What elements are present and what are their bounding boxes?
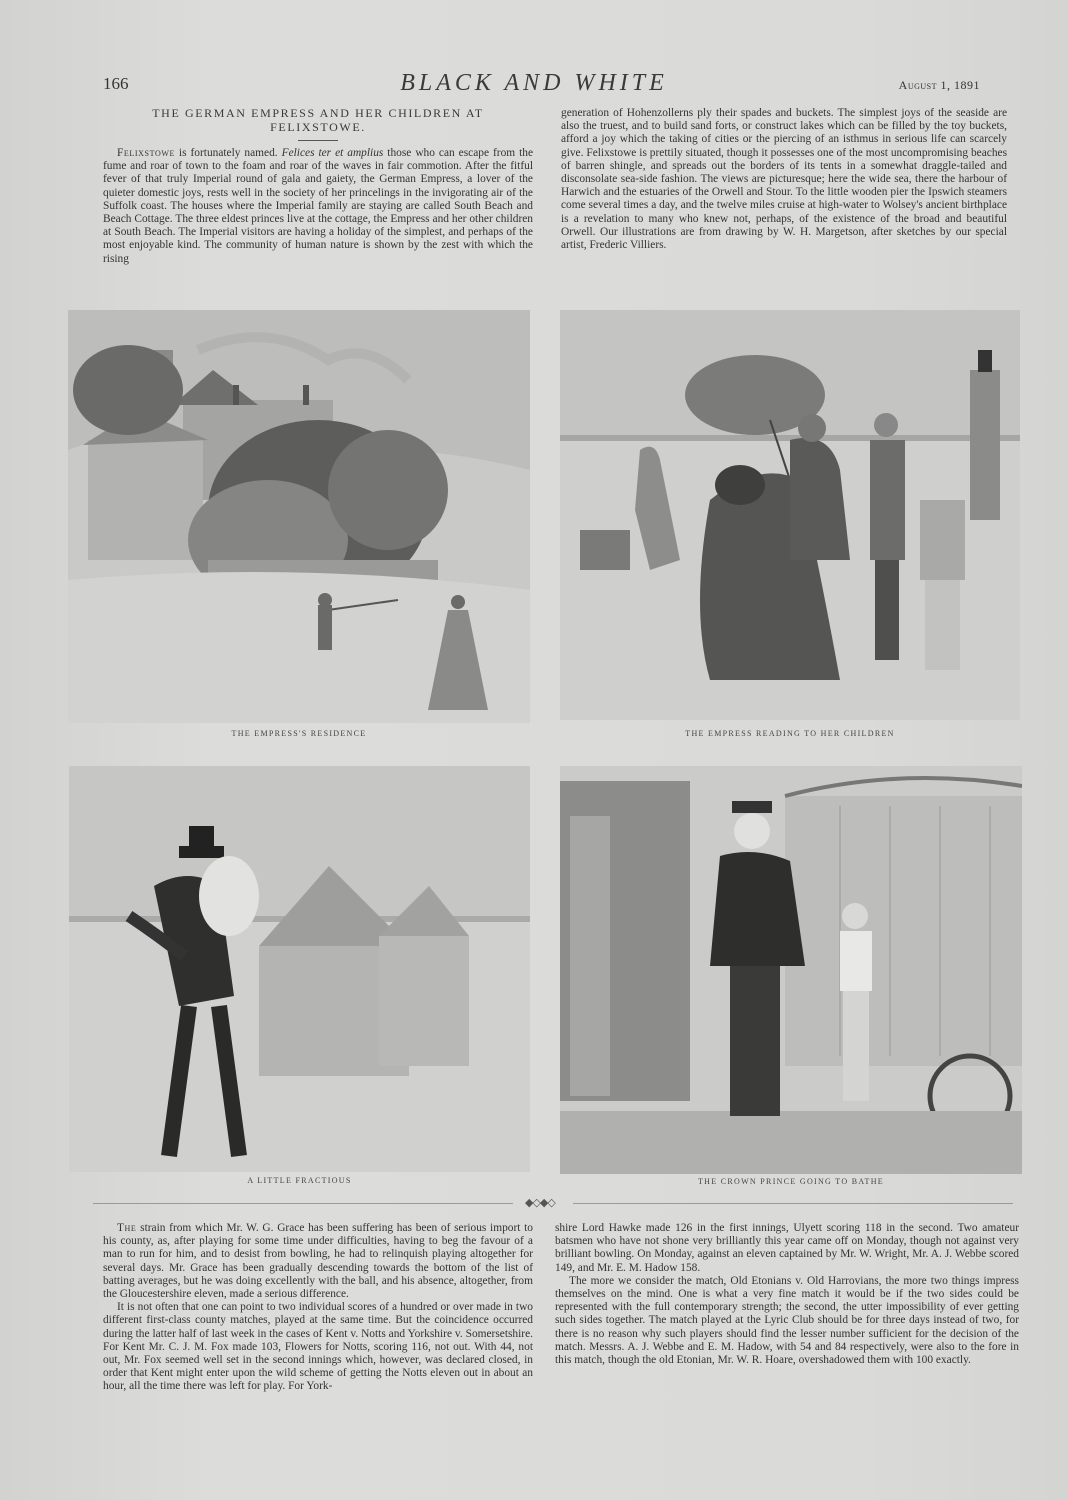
cricket-paragraph: The more we consider the match, Old Etonians v. Old Harrovians, the more two things impress themselves on the mind. One is what a very fine match it would be if the two sides could be represented with the full contemporary strength; the second, the utter impossibility of ever getting such sides together. The match played at the Lyric Club should be for three days instead of two, for there is no reason why such players should find the lesser number sufficient for the decision of the match. Messrs. A. J. Webbe and E. M. Hadow, with 54 and 84 respectively, were also to the fore in this match, though the old Etonian, Mr. W. R. Hoare, overshadowed them with 100 exactly. <box>555 1274 1019 1367</box>
engraving-crown-prince-image <box>560 766 1022 1174</box>
page-number: 166 <box>103 74 129 93</box>
engraving-residence-image <box>68 310 530 723</box>
illustration-empress-reading <box>560 310 1020 720</box>
illustration-caption: THE EMPRESS READING TO HER CHILDREN <box>685 729 895 738</box>
cricket-paragraph-continued: shire Lord Hawke made 126 in the first innings, Ulyett scoring 118 in the second. Two amateur batsmen who have not shone very brilliantly this year came off on Monday, though not against very brilliant bowling. On Monday, against an eleven captained by Mr. W. Wright, Mr. A. J. Webbe scored 149, and Mr. E. M. Hadow 158. <box>555 1222 1019 1274</box>
title-rule <box>298 140 338 141</box>
lead-word: Felixstowe <box>117 147 175 159</box>
divider-line-left <box>93 1203 513 1204</box>
illustration-caption: A LITTLE FRACTIOUS <box>247 1176 352 1185</box>
article-paragraph: Felixstowe is fortunately named. Felices ter et amplius those who can escape from the fume and roar of town to the foam and roar of the waves in fair commotion. After the fitful fever of that truly Imperial round of gala and gaiety, the German Empress, a lover of the quieter domestic joys, rests well in the society of her princelings in the invigorating air of the Suffolk coast. The houses where the Imperial family are staying are called South Beach and Beach Cottage. The three eldest princes live at the cottage, the Empress and her other children at South Beach. The Imperial visitors are having a holiday of the simplest, and perhaps of the most enjoyable kind. The community of human nature is shown by the zest with which the rising <box>103 147 533 265</box>
article-column-right <box>561 107 1007 252</box>
engraving-reading-image <box>560 310 1020 720</box>
latin-phrase: Felices ter et amplius <box>281 147 384 159</box>
illustration-empress-residence <box>68 310 530 723</box>
illustration-caption: THE EMPRESS'S RESIDENCE <box>231 729 367 738</box>
section-divider <box>93 1199 1013 1209</box>
cricket-column-left <box>103 1222 533 1394</box>
engraving-fractious-image <box>69 766 530 1172</box>
illustration-crown-prince-bathe <box>560 766 1022 1174</box>
issue-date: August 1, 1891 <box>898 78 980 92</box>
ornament-icon: ◆◇◆◇ <box>525 1197 555 1209</box>
illustration-little-fractious <box>69 766 530 1172</box>
article-column-left <box>103 106 533 266</box>
divider-line-right <box>573 1203 1013 1204</box>
lead-word: The <box>117 1222 137 1234</box>
cricket-column-right <box>555 1222 1019 1367</box>
masthead: BLACK AND WHITE <box>400 70 668 96</box>
article-paragraph-continued: generation of Hohenzollerns ply their spades and buckets. The simplest joys of the seaside are also the truest, and to build sand forts, or construct lakes which can be filled by the toy buckets, afford a joy which the taking of cities or the piercing of an isthmus in serious life can scarcely give. Felixstowe is prettily situated, though it possesses one of the most uncompromising beaches of barren shingle, and spreads out the borders of its tents in a somewhat draggle-tailed and disconsolate sea-side fashion. The views are picturesque; here the wide sea, there the harbour of Harwich and the estuaries of the Orwell and Stour. To the little wooden pier the Ipswich steamers come several times a day, and the twelve miles cruise at high-water to Wolsey's ancient birthplace is a revelation to many who knew not, perhaps, of the existence of the broad and beautiful Orwell. Our illustrations are from drawing by W. H. Margetson, after sketches by our special artist, Frederic Villiers. <box>561 107 1007 252</box>
cricket-paragraph: It is not often that one can point to two individual scores of a hundred or over made in two different first-class county matches, played at the same time. But the coincidence occurred during the latter half of last week in the cases of Kent v. Notts and Yorkshire v. Somersetshire. For Kent Mr. C. J. M. Fox made 103, Flowers for Notts, scoring 116, not out. With 44, not out, Mr. Fox seemed well set in the second innings which, however, was declared closed, in order that Kent might enter upon the wild scheme of getting the Notts eleven out in about an hour, all the time there was left for play. For York- <box>103 1301 533 1393</box>
cricket-paragraph: The strain from which Mr. W. G. Grace has been suffering has been of serious import to his county, as, after playing for some time under difficulties, having to beg the favour of a man to run for him, and to desist from bowling, he had to relinquish playing altogether for several days. Mr. Grace has been gradually descending towards the bottom of the list of batting averages, but he was doing excellently with the ball, and his absence, altogether, from the Gloucestershire eleven, made a serious difference. <box>103 1222 533 1301</box>
illustration-caption: THE CROWN PRINCE GOING TO BATHE <box>697 1177 884 1186</box>
article-title: THE GERMAN EMPRESS AND HER CHILDREN AT FELIXSTOWE. <box>152 106 484 134</box>
